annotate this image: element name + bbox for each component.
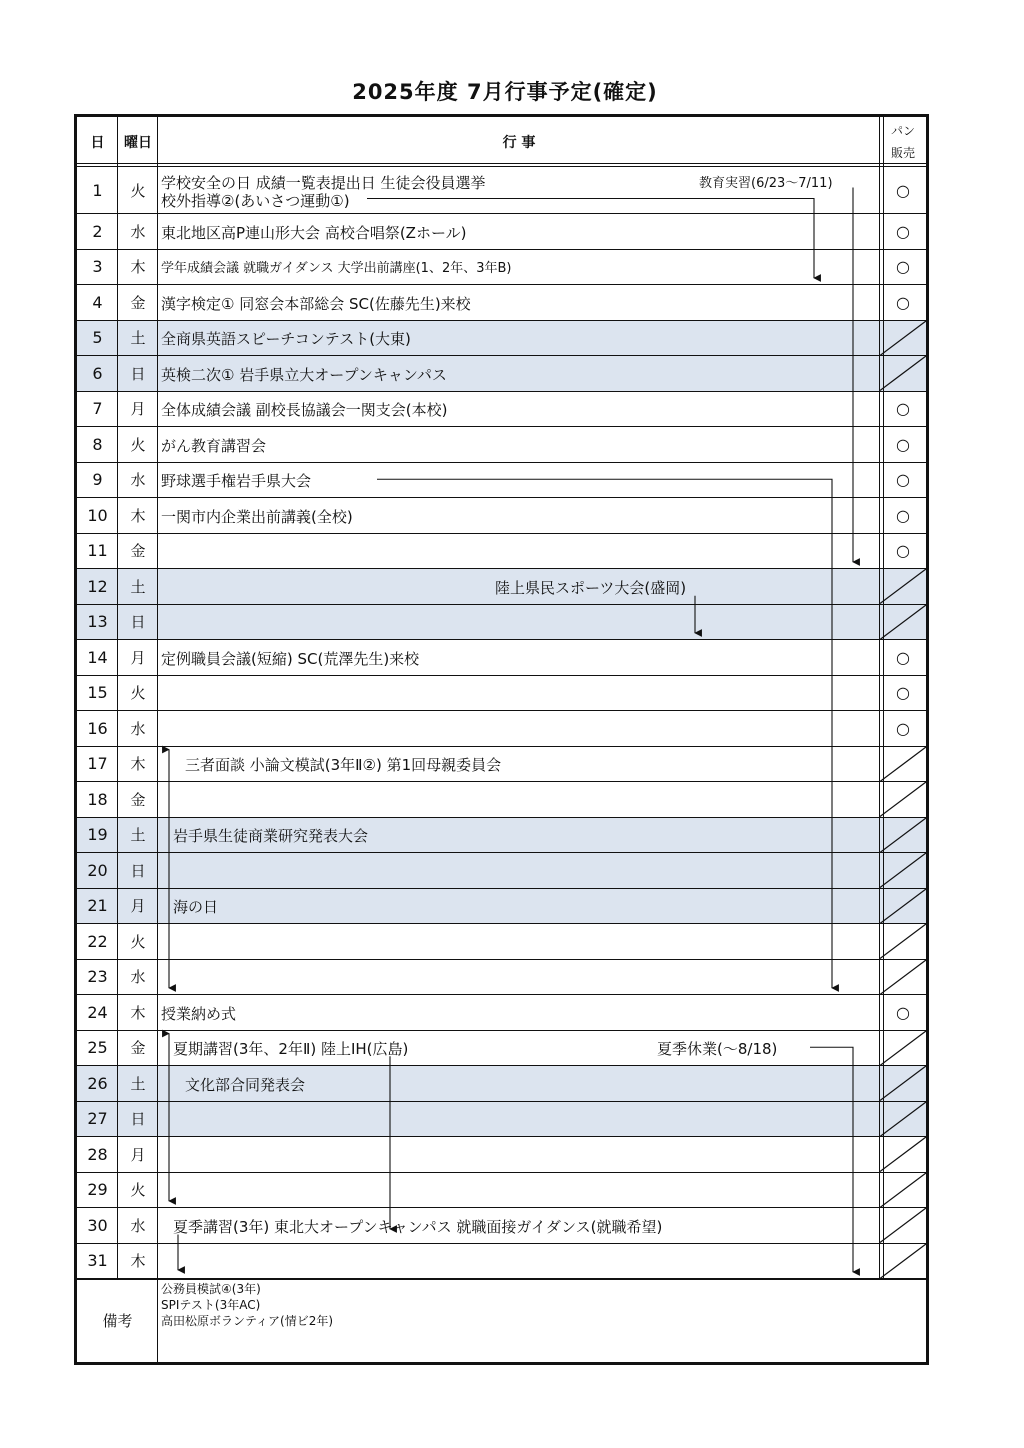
day-number: 5 — [92, 328, 103, 348]
day-number: 16 — [87, 718, 108, 738]
day-number: 15 — [87, 683, 108, 703]
baseball-tournament-arrow — [377, 479, 832, 988]
day-number: 9 — [92, 470, 103, 490]
day-number: 1 — [92, 180, 103, 200]
day-number: 6 — [92, 363, 103, 383]
day-of-week: 火 — [130, 1181, 146, 1200]
day-of-week: 月 — [130, 897, 146, 916]
day-of-week: 水 — [130, 471, 146, 490]
day-of-week: 土 — [130, 826, 146, 845]
event-text: 漢字検定① 同窓会本部総会 SC(佐藤先生)来校 — [161, 294, 471, 313]
event-text: 東北地区高P連山形大会 高校合唱祭(Zホール) — [161, 223, 467, 242]
day-number: 18 — [87, 789, 108, 809]
biko-note: 高田松原ボランティア(情ビ2年) — [161, 1314, 334, 1328]
event-text: 全商県英語スピーチコンテスト(大東) — [161, 330, 411, 349]
day-of-week: 火 — [130, 435, 146, 454]
day-of-week: 金 — [130, 542, 146, 561]
day-of-week: 水 — [130, 968, 146, 987]
day-of-week: 金 — [130, 790, 146, 809]
day-number: 12 — [87, 576, 108, 596]
day-of-week: 日 — [130, 364, 146, 383]
biko-note: 公務員模試④(3年) — [161, 1282, 261, 1296]
event-text: 英検二次① 岩手県立大オープンキャンパス — [161, 365, 447, 384]
pan-sale-mark: ○ — [896, 180, 910, 200]
period-arrows — [77, 117, 926, 1362]
day-number: 21 — [87, 896, 108, 916]
day-number: 25 — [87, 1038, 108, 1058]
day-of-week: 木 — [130, 258, 146, 277]
day-number: 28 — [87, 1144, 108, 1164]
day-of-week: 土 — [130, 577, 146, 596]
day-number: 19 — [87, 825, 108, 845]
event-text: 教育実習(6/23〜7/11) — [699, 175, 833, 191]
header-day: 日 — [90, 134, 105, 151]
day-number: 7 — [92, 399, 103, 419]
day-of-week: 火 — [130, 181, 146, 200]
pan-sale-mark: ○ — [896, 541, 910, 561]
pan-sale-mark: ○ — [896, 221, 910, 241]
event-text: 全体成績会議 副校長協議会一関支会(本校) — [161, 401, 448, 420]
event-text: 定例職員会議(短縮) SC(荒澤先生)来校 — [161, 649, 420, 668]
day-number: 24 — [87, 1002, 108, 1022]
day-of-week: 木 — [130, 1003, 146, 1022]
page-title: 2025年度 7月行事予定(確定) — [352, 80, 658, 104]
header-pan-line2: 販売 — [890, 145, 915, 160]
event-text: 海の日 — [173, 898, 219, 917]
day-of-week: 木 — [130, 506, 146, 525]
schedule-table — [74, 114, 929, 1365]
day-number: 22 — [87, 931, 108, 951]
day-of-week: 日 — [130, 613, 146, 632]
day-number: 31 — [87, 1251, 108, 1271]
event-text: 陸上県民スポーツ大会(盛岡) — [495, 578, 687, 597]
header-dow: 曜日 — [124, 134, 152, 151]
pan-sale-mark: ○ — [896, 647, 910, 667]
event-text: 三者面談 小論文模試(3年Ⅱ②) 第1回母親委員会 — [185, 756, 502, 775]
day-number: 20 — [87, 860, 108, 880]
day-number: 29 — [87, 1180, 108, 1200]
event-text: 学校安全の日 成績一覧表提出日 生徒会役員選挙 — [161, 173, 486, 192]
event-text: がん教育講習会 — [161, 436, 267, 455]
day-of-week: 月 — [130, 400, 146, 419]
day-of-week: 水 — [130, 1216, 146, 1235]
day-number: 13 — [87, 612, 108, 632]
day-of-week: 金 — [130, 1039, 146, 1058]
pan-sale-mark: ○ — [896, 292, 910, 312]
day-number: 17 — [87, 754, 108, 774]
day-of-week: 火 — [130, 932, 146, 951]
day-number: 8 — [92, 434, 103, 454]
event-text: 夏期講習(3年、2年Ⅱ) 陸上IH(広島) — [173, 1040, 409, 1059]
day-number: 23 — [87, 967, 108, 987]
day-number: 3 — [92, 257, 103, 277]
event-text: 一関市内企業出前講義(全校) — [161, 507, 353, 526]
day-of-week: 木 — [130, 1252, 146, 1271]
summer-vacation-arrow — [810, 1047, 853, 1272]
day-of-week: 月 — [130, 1145, 146, 1164]
day-of-week: 水 — [130, 222, 146, 241]
day-number: 27 — [87, 1109, 108, 1129]
pan-sale-mark: ○ — [896, 1002, 910, 1022]
day-number: 2 — [92, 221, 103, 241]
event-text: 岩手県生徒商業研究発表大会 — [173, 827, 369, 846]
event-text: 夏季休業(〜8/18) — [657, 1040, 778, 1059]
day-of-week: 土 — [130, 329, 146, 348]
event-text: 授業納め式 — [161, 1004, 237, 1023]
pan-sale-mark: ○ — [896, 505, 910, 525]
pan-sale-mark: ○ — [896, 470, 910, 490]
day-of-week: 月 — [130, 648, 146, 667]
day-of-week: 日 — [130, 1110, 146, 1129]
day-number: 14 — [87, 647, 108, 667]
event-text: 文化部合同発表会 — [185, 1075, 306, 1094]
day-of-week: 水 — [130, 719, 146, 738]
pan-sale-mark: ○ — [896, 399, 910, 419]
header-events: 行 事 — [502, 134, 536, 151]
pan-sale-mark: ○ — [896, 434, 910, 454]
event-text: 野球選手権岩手県大会 — [161, 472, 312, 491]
day-number: 30 — [87, 1215, 108, 1235]
pan-sale-mark: ○ — [896, 683, 910, 703]
day-number: 4 — [92, 292, 103, 312]
greeting-campaign-arrow — [367, 199, 814, 279]
header-pan-line1: パン — [890, 123, 915, 138]
event-text: 学年成績会議 就職ガイダンス 大学出前講座(1、2年、3年B) — [161, 261, 512, 277]
day-number: 10 — [87, 505, 108, 525]
biko-label: 備考 — [102, 1311, 133, 1330]
day-of-week: 金 — [130, 293, 146, 312]
event-text: 校外指導②(あいさつ運動①) — [161, 191, 350, 210]
day-number: 26 — [87, 1073, 108, 1093]
day-of-week: 火 — [130, 684, 146, 703]
day-of-week: 木 — [130, 755, 146, 774]
pan-sale-mark: ○ — [896, 718, 910, 738]
pan-sale-mark: ○ — [896, 257, 910, 277]
day-of-week: 日 — [130, 861, 146, 880]
biko-note: SPIテスト(3年AC) — [161, 1298, 261, 1312]
event-text: 夏季講習(3年) 東北大オープンキャンパス 就職面接ガイダンス(就職希望) — [173, 1217, 663, 1236]
day-number: 11 — [87, 541, 108, 561]
day-of-week: 土 — [130, 1074, 146, 1093]
